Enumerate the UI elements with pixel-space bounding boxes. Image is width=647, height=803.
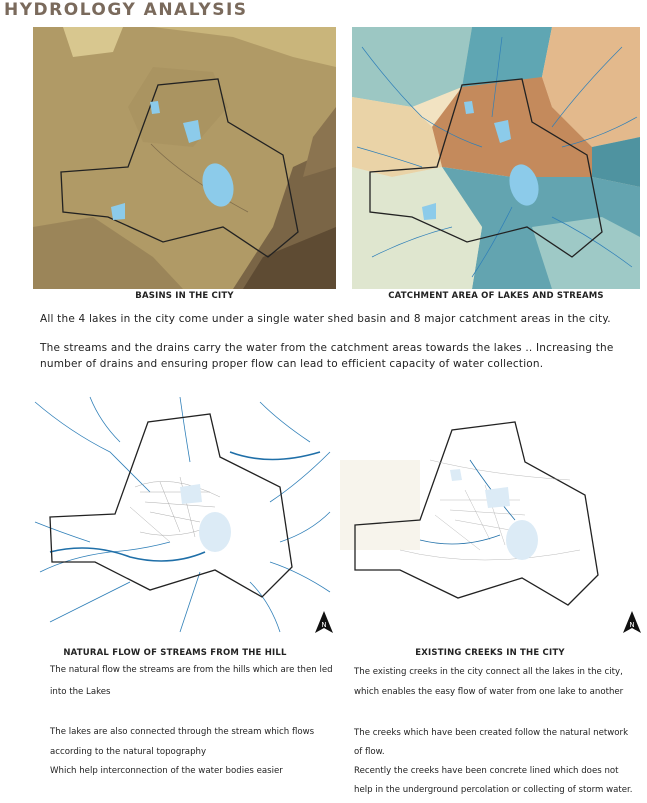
left-note-2-line2: according to the natural topography	[50, 747, 207, 757]
left-note-1-line2: into the Lakes	[50, 687, 111, 697]
left-note-1-line1: The natural flow the streams are from the hills which are then led	[50, 665, 333, 675]
svg-text:N: N	[321, 621, 327, 629]
page-title: HYDROLOGY ANALYSIS	[4, 0, 248, 20]
right-note-1-line2: which enables the easy flow of water from one lake to another	[354, 687, 624, 697]
right-note-2-line2: of flow.	[354, 747, 385, 757]
left-note-2-line1: The lakes are also connected through the stream which flows	[50, 727, 315, 737]
right-note-2-line1: The creeks which have been created follow the natural network	[354, 728, 629, 738]
catchment-map	[352, 27, 640, 289]
paragraph-basins: All the 4 lakes in the city come under a single water shed basin and 8 major catchment areas in the city.	[40, 313, 611, 325]
paragraph-streams: The streams and the drains carry the water from the catchment areas towards the lakes .. Increasing the number of drains and ensuring proper flow can lead to efficient capacity of water collection.	[40, 342, 614, 370]
basins-map	[33, 27, 336, 289]
right-note-3-line2: help in the underground percolation or collecting of storm water.	[354, 785, 633, 795]
right-note-1-line1: The existing creeks in the city connect all the lakes in the city,	[354, 667, 623, 677]
existing-creeks-map	[340, 400, 640, 637]
existing-creeks-caption: EXISTING CREEKS IN THE CITY	[415, 648, 565, 658]
north-arrow-left	[314, 610, 334, 638]
right-note-3-line1: Recently the creeks have been concrete lined which does not	[354, 766, 619, 776]
basins-caption: BASINS IN THE CITY	[135, 291, 234, 301]
north-arrow-right	[622, 610, 642, 638]
natural-flow-caption: NATURAL FLOW OF STREAMS FROM THE HILL	[63, 648, 287, 658]
natural-flow-map	[30, 392, 338, 637]
left-note-3-line1: Which help interconnection of the water bodies easier	[50, 766, 283, 776]
catchment-caption: CATCHMENT AREA OF LAKES AND STREAMS	[388, 291, 604, 301]
svg-text:N: N	[629, 621, 635, 629]
